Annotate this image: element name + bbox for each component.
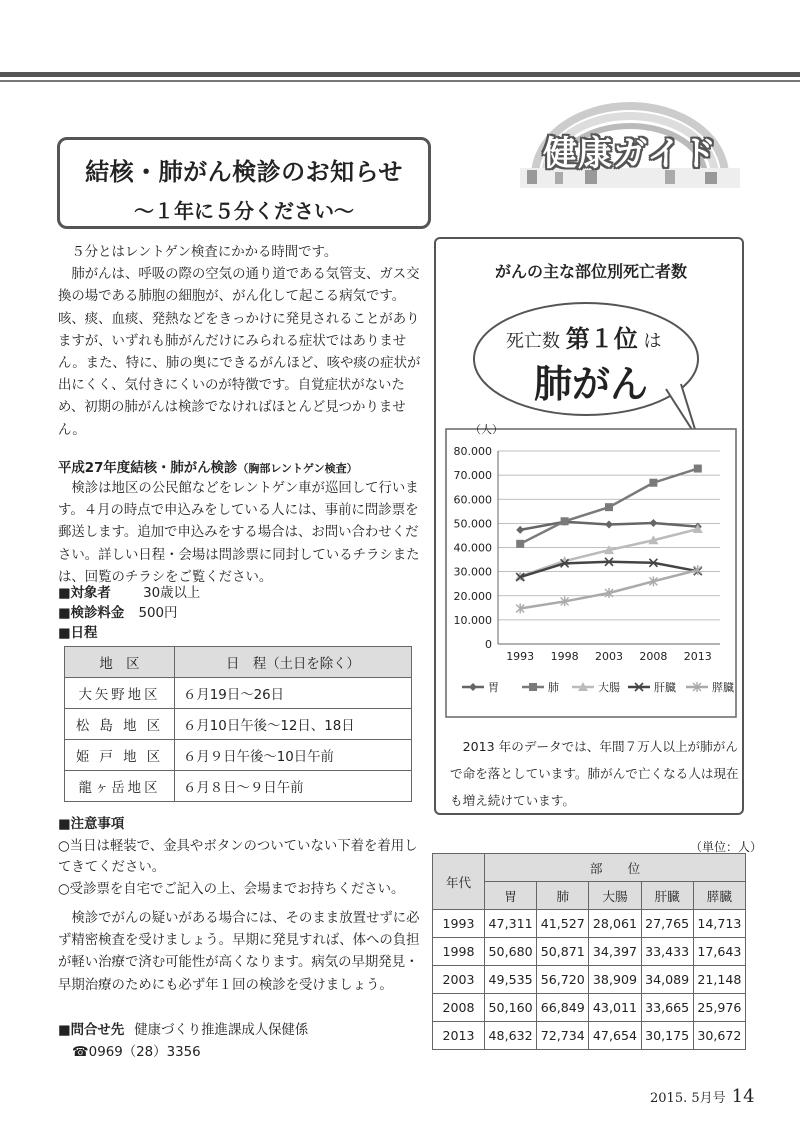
schedule-header-dates: 日 程（土日を除く） bbox=[175, 647, 412, 678]
exam-heading-text: 平成27年度結核・肺がん検診 bbox=[58, 461, 238, 476]
value-cell: 50,160 bbox=[485, 994, 537, 1022]
logo-text: 健康ガイド bbox=[543, 134, 717, 174]
y-tick-label: 70.000 bbox=[453, 469, 492, 483]
series-line bbox=[520, 562, 698, 577]
line-chart bbox=[436, 419, 746, 719]
fee-row bbox=[58, 604, 177, 624]
year-cell: 2003 bbox=[433, 966, 485, 994]
page-number: 14 bbox=[731, 1086, 755, 1107]
y-tick-label: 80.000 bbox=[453, 445, 492, 458]
value-cell: 30,175 bbox=[641, 1022, 693, 1050]
legend-marker bbox=[529, 683, 537, 691]
target-value: 30歳以上 bbox=[143, 586, 201, 601]
issue-label: 2015. 5月号 bbox=[650, 1091, 726, 1106]
contact-label: ■問合せ先 bbox=[58, 1023, 125, 1038]
page-title: 結核・肺がん検診のお知らせ bbox=[85, 158, 403, 186]
year-cell: 2008 bbox=[433, 994, 485, 1022]
schedule-dates: ６月８日～９日午前 bbox=[175, 771, 412, 802]
value-cell: 33,665 bbox=[641, 994, 693, 1022]
exam-heading bbox=[58, 457, 358, 476]
data-table-row bbox=[433, 1022, 746, 1050]
value-cell: 28,061 bbox=[589, 910, 641, 938]
schedule-header-row bbox=[65, 647, 412, 678]
target-label: ■対象者 bbox=[58, 586, 111, 601]
note-item: ○当日は軽装で、金具やボタンのついていない下着を着用してきてください。 bbox=[58, 838, 418, 875]
y-tick-label: 20.000 bbox=[453, 589, 492, 603]
data-table-row bbox=[433, 966, 746, 994]
schedule-dates: ６月10日午後～12日、18日 bbox=[175, 709, 412, 740]
value-cell: 47,654 bbox=[589, 1022, 641, 1050]
schedule-row bbox=[65, 740, 412, 771]
legend-label: 肺 bbox=[548, 681, 559, 694]
note-item: ○受診票を自宅でご記入の上、会場までお持ちください。 bbox=[58, 881, 405, 897]
schedule-label-row bbox=[58, 624, 97, 644]
intro-text bbox=[58, 242, 426, 442]
x-tick-label: 1998 bbox=[550, 650, 579, 663]
value-cell: 38,909 bbox=[589, 966, 641, 994]
bubble-rank: 第１位 bbox=[565, 325, 638, 353]
fee-value: 500円 bbox=[138, 606, 178, 621]
data-point bbox=[605, 503, 613, 511]
fee-label: ■検診料金 bbox=[58, 606, 125, 621]
bubble-line-1 bbox=[506, 319, 661, 354]
notes-section bbox=[58, 814, 426, 900]
value-cell: 48,632 bbox=[485, 1022, 537, 1050]
group-header: 部 位 bbox=[485, 854, 746, 882]
intro-paragraph-2: 肺がんは、呼吸の際の空気の通り道である気管支、ガス交換の場である肺胞の細胞が、がん化して起こる病気です。咳、痰、血痰、発熱などをきっかけに発見されることがありますが、いずれも肺がんだけにみられる症状ではありません。また、特に、肺の奥にできるがんほど、咳や痰の症状が出にくく、気付きにくいのが特徴です。自覚症状がないため、初期の肺がんは検診でなければほとんど見つかりません。 bbox=[58, 267, 421, 438]
schedule-table bbox=[64, 646, 412, 802]
bubble-post: は bbox=[643, 331, 662, 352]
data-point bbox=[561, 517, 569, 525]
col-header: 肝臓 bbox=[641, 882, 693, 910]
data-point bbox=[605, 520, 613, 528]
legend-marker bbox=[469, 683, 477, 691]
schedule-row bbox=[65, 771, 412, 802]
col-header: 胃 bbox=[485, 882, 537, 910]
contact-phone: ☎0969（28）3356 bbox=[72, 1045, 201, 1060]
value-cell: 34,397 bbox=[589, 938, 641, 966]
value-cell: 25,976 bbox=[693, 994, 745, 1022]
y-tick-label: 10.000 bbox=[453, 613, 492, 627]
data-point bbox=[516, 540, 524, 548]
health-guide-logo bbox=[515, 96, 745, 188]
value-cell: 49,535 bbox=[485, 966, 537, 994]
y-tick-label: 60.000 bbox=[453, 493, 492, 507]
data-table bbox=[432, 853, 746, 1050]
value-cell: 50,871 bbox=[537, 938, 589, 966]
chart-panel bbox=[434, 237, 744, 815]
schedule-row bbox=[65, 709, 412, 740]
data-table-row bbox=[433, 938, 746, 966]
title-box bbox=[57, 137, 431, 229]
x-tick-label: 1993 bbox=[506, 650, 535, 663]
y-tick-label: 50.000 bbox=[453, 517, 492, 531]
data-point bbox=[694, 465, 702, 473]
data-point bbox=[649, 519, 657, 527]
value-cell: 56,720 bbox=[537, 966, 589, 994]
closing-paragraph: 検診でがんの疑いがある場合には、そのまま放置せずに必ず精密検査を受けましょう。早期に発見すれば、体への負担が軽い治療で済む可能性が高くなります。病気の早期発見・早期治療のためにも必ず年１回の検診を受けましょう。 bbox=[58, 911, 420, 993]
value-cell: 34,089 bbox=[641, 966, 693, 994]
legend-label: 膵臓 bbox=[712, 681, 734, 694]
col-header: 膵臓 bbox=[693, 882, 745, 910]
x-tick-label: 2003 bbox=[595, 650, 623, 663]
y-axis-label: （人） bbox=[470, 423, 503, 436]
top-rule-thin bbox=[0, 80, 800, 82]
value-cell: 33,433 bbox=[641, 938, 693, 966]
footer bbox=[650, 1086, 755, 1107]
contact-dept: 健康づくり推進課成人保健係 bbox=[134, 1023, 309, 1038]
value-cell: 43,011 bbox=[589, 994, 641, 1022]
schedule-area: 松 島 地 区 bbox=[65, 709, 175, 740]
y-tick-label: 0 bbox=[485, 638, 492, 651]
value-cell: 50,680 bbox=[485, 938, 537, 966]
intro-paragraph-1: ５分とはレントゲン検査にかかる時間です。 bbox=[71, 245, 338, 260]
y-tick-label: 30.000 bbox=[453, 565, 492, 579]
page-subtitle: ～１年に５分ください～ bbox=[134, 199, 354, 223]
year-cell: 1998 bbox=[433, 938, 485, 966]
exam-heading-note: （胸部レントゲン検査） bbox=[237, 462, 358, 475]
year-cell: 2013 bbox=[433, 1022, 485, 1050]
data-point bbox=[516, 526, 524, 534]
data-table-row bbox=[433, 910, 746, 938]
closing-text bbox=[58, 908, 426, 997]
value-cell: 72,734 bbox=[537, 1022, 589, 1050]
legend-label: 大腸 bbox=[598, 681, 620, 694]
schedule-label: ■日程 bbox=[58, 626, 98, 641]
schedule-dates: ６月９日午後～10日午前 bbox=[175, 740, 412, 771]
schedule-row bbox=[65, 678, 412, 709]
notes-heading: ■注意事項 bbox=[58, 817, 125, 832]
value-cell: 47,311 bbox=[485, 910, 537, 938]
chart-caption bbox=[450, 733, 740, 814]
schedule-area: 姫 戸 地 区 bbox=[65, 740, 175, 771]
value-cell: 27,765 bbox=[641, 910, 693, 938]
bubble-main: 肺がん bbox=[533, 362, 648, 406]
target-row bbox=[58, 584, 200, 604]
bubble-pre: 死亡数 bbox=[506, 331, 560, 352]
schedule-header-area: 地 区 bbox=[65, 647, 175, 678]
value-cell: 17,643 bbox=[693, 938, 745, 966]
x-tick-label: 2008 bbox=[639, 650, 668, 663]
col-header: 肺 bbox=[537, 882, 589, 910]
year-header: 年代 bbox=[433, 854, 485, 910]
value-cell: 41,527 bbox=[537, 910, 589, 938]
value-cell: 30,672 bbox=[693, 1022, 745, 1050]
data-point bbox=[649, 479, 657, 487]
x-tick-label: 2013 bbox=[683, 650, 712, 663]
schedule-area: 龍ヶ岳地区 bbox=[65, 771, 175, 802]
table-unit: （単位：人） bbox=[690, 840, 763, 854]
data-table-body bbox=[433, 910, 746, 1050]
col-header: 大腸 bbox=[589, 882, 641, 910]
legend-label: 肝臓 bbox=[654, 681, 676, 694]
legend-label: 胃 bbox=[488, 681, 499, 694]
contact-section bbox=[58, 1020, 308, 1064]
data-table-header-row bbox=[433, 854, 746, 882]
exam-paragraph: 検診は地区の公民館などをレントゲン車が巡回して行います。４月の時点で申込みをしている人には、事前に問診票を郵送します。追加で申込みをする場合は、お問い合わせください。詳しい日程・会場は問診票に同封しているチラシまたは、回覧のチラシをご覧ください。 bbox=[58, 481, 420, 585]
schedule-area: 大矢野地区 bbox=[65, 678, 175, 709]
schedule-dates: ６月19日～26日 bbox=[175, 678, 412, 709]
chart-title: がんの主な部位別死亡者数 bbox=[494, 262, 687, 281]
exam-text bbox=[58, 478, 426, 589]
top-rule bbox=[0, 72, 800, 77]
data-table-row bbox=[433, 994, 746, 1022]
year-cell: 1993 bbox=[433, 910, 485, 938]
chart-caption-text: 2013 年のデータでは、年間７万人以上が肺がんで命を落としています。肺がんで亡くなる人は現在も増え続けています。 bbox=[450, 739, 739, 808]
value-cell: 66,849 bbox=[537, 994, 589, 1022]
value-cell: 14,713 bbox=[693, 910, 745, 938]
y-tick-label: 40.000 bbox=[453, 541, 492, 555]
value-cell: 21,148 bbox=[693, 966, 745, 994]
